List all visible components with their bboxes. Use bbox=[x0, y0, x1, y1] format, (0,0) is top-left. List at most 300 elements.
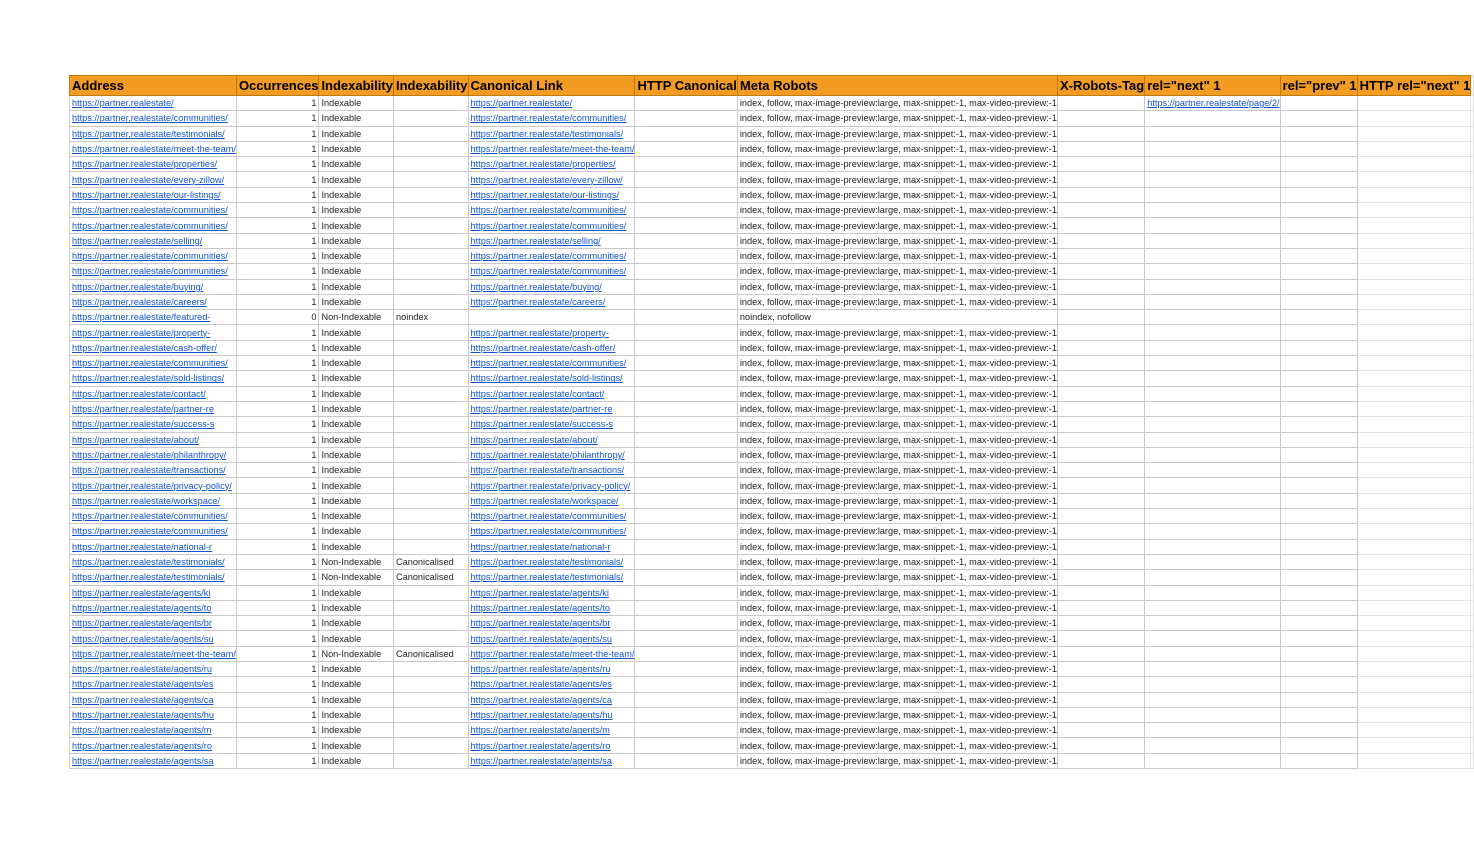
cell-occurrences[interactable]: 1 bbox=[236, 386, 319, 401]
cell-meta-robots[interactable]: index, follow, max-image-preview:large, max-snippet:-1, max-video-preview:-1 bbox=[737, 172, 1057, 187]
cell-address[interactable]: https://partner.realestate/communities/ bbox=[70, 248, 237, 263]
cell-indexability[interactable]: Indexable bbox=[319, 738, 394, 753]
empty-cell[interactable] bbox=[1471, 509, 1474, 524]
cell-occurrences[interactable]: 1 bbox=[236, 616, 319, 631]
cell-address[interactable]: https://partner.realestate/selling/ bbox=[70, 233, 237, 248]
cell-rel-prev[interactable] bbox=[1280, 646, 1357, 661]
cell-canonical-link[interactable]: https://partner.realestate/property- bbox=[468, 325, 635, 340]
cell-rel-prev[interactable] bbox=[1280, 157, 1357, 172]
empty-cell[interactable] bbox=[1471, 356, 1474, 371]
empty-cell[interactable] bbox=[1471, 524, 1474, 539]
cell-indexability[interactable]: Indexable bbox=[319, 356, 394, 371]
cell-indexability[interactable]: Indexable bbox=[319, 616, 394, 631]
cell-indexability[interactable]: Indexable bbox=[319, 233, 394, 248]
cell-x-robots-tag[interactable] bbox=[1057, 310, 1144, 325]
empty-cell[interactable] bbox=[1471, 738, 1474, 753]
cell-address[interactable]: https://partner.realestate/agents/su bbox=[70, 631, 237, 646]
cell-meta-robots[interactable]: index, follow, max-image-preview:large, max-snippet:-1, max-video-preview:-1 bbox=[737, 386, 1057, 401]
cell-address[interactable]: https://partner.realestate/sold-listings/ bbox=[70, 371, 237, 386]
cell-indexability[interactable]: Non-Indexable bbox=[319, 570, 394, 585]
cell-http-rel-next[interactable] bbox=[1357, 753, 1471, 768]
cell-canonical-link[interactable]: https://partner.realestate/our-listings/ bbox=[468, 187, 635, 202]
cell-http-rel-next[interactable] bbox=[1357, 325, 1471, 340]
cell-meta-robots[interactable]: index, follow, max-image-preview:large, max-snippet:-1, max-video-preview:-1 bbox=[737, 738, 1057, 753]
cell-meta-robots[interactable]: index, follow, max-image-preview:large, max-snippet:-1, max-video-preview:-1 bbox=[737, 692, 1057, 707]
cell-x-robots-tag[interactable] bbox=[1057, 417, 1144, 432]
cell-x-robots-tag[interactable] bbox=[1057, 356, 1144, 371]
cell-indexability-status[interactable]: noindex bbox=[393, 310, 468, 325]
cell-address[interactable]: https://partner.realestate/properties/ bbox=[70, 157, 237, 172]
cell-indexability-status[interactable] bbox=[393, 631, 468, 646]
cell-x-robots-tag[interactable] bbox=[1057, 279, 1144, 294]
cell-canonical-link[interactable]: https://partner.realestate/communities/ bbox=[468, 248, 635, 263]
cell-indexability[interactable]: Indexable bbox=[319, 248, 394, 263]
cell-x-robots-tag[interactable] bbox=[1057, 661, 1144, 676]
cell-canonical-link[interactable]: https://partner.realestate/agents/ru bbox=[468, 661, 635, 676]
header-cell-indexability[interactable]: Indexability bbox=[319, 76, 394, 96]
empty-cell[interactable] bbox=[1471, 340, 1474, 355]
cell-http-rel-next[interactable] bbox=[1357, 187, 1471, 202]
empty-cell[interactable] bbox=[1471, 187, 1474, 202]
cell-indexability-status[interactable] bbox=[393, 279, 468, 294]
cell-rel-next[interactable] bbox=[1145, 646, 1280, 661]
cell-indexability-status[interactable] bbox=[393, 478, 468, 493]
cell-address[interactable]: https://partner.realestate/property- bbox=[70, 325, 237, 340]
cell-canonical-link[interactable]: https://partner.realestate/communities/ bbox=[468, 356, 635, 371]
header-cell-http-rel-next[interactable]: HTTP rel="next" 1 bbox=[1357, 76, 1471, 96]
cell-indexability[interactable]: Indexable bbox=[319, 723, 394, 738]
empty-cell[interactable] bbox=[1471, 218, 1474, 233]
cell-rel-next[interactable] bbox=[1145, 417, 1280, 432]
cell-http-canonical[interactable] bbox=[635, 340, 737, 355]
cell-rel-prev[interactable] bbox=[1280, 187, 1357, 202]
cell-x-robots-tag[interactable] bbox=[1057, 111, 1144, 126]
cell-occurrences[interactable]: 1 bbox=[236, 478, 319, 493]
cell-canonical-link[interactable]: https://partner.realestate/contact/ bbox=[468, 386, 635, 401]
cell-canonical-link[interactable]: https://partner.realestate/selling/ bbox=[468, 233, 635, 248]
cell-rel-next[interactable] bbox=[1145, 401, 1280, 416]
cell-http-rel-next[interactable] bbox=[1357, 141, 1471, 156]
cell-indexability-status[interactable] bbox=[393, 539, 468, 554]
cell-address[interactable]: https://partner.realestate/communities/ bbox=[70, 264, 237, 279]
cell-meta-robots[interactable]: index, follow, max-image-preview:large, max-snippet:-1, max-video-preview:-1 bbox=[737, 432, 1057, 447]
cell-indexability-status[interactable] bbox=[393, 172, 468, 187]
cell-rel-next[interactable] bbox=[1145, 141, 1280, 156]
empty-cell[interactable] bbox=[1471, 447, 1474, 462]
cell-indexability[interactable]: Indexable bbox=[319, 417, 394, 432]
cell-occurrences[interactable]: 1 bbox=[236, 218, 319, 233]
cell-rel-prev[interactable] bbox=[1280, 463, 1357, 478]
cell-address[interactable]: https://partner.realestate/transactions/ bbox=[70, 463, 237, 478]
cell-address[interactable]: https://partner.realestate/testimonials/ bbox=[70, 554, 237, 569]
cell-rel-prev[interactable] bbox=[1280, 661, 1357, 676]
cell-rel-next[interactable] bbox=[1145, 616, 1280, 631]
cell-meta-robots[interactable]: index, follow, max-image-preview:large, max-snippet:-1, max-video-preview:-1 bbox=[737, 600, 1057, 615]
cell-http-rel-next[interactable] bbox=[1357, 509, 1471, 524]
cell-rel-next[interactable] bbox=[1145, 447, 1280, 462]
cell-canonical-link[interactable]: https://partner.realestate/meet-the-team/ bbox=[468, 141, 635, 156]
cell-rel-prev[interactable] bbox=[1280, 371, 1357, 386]
cell-indexability[interactable]: Indexable bbox=[319, 111, 394, 126]
cell-http-rel-next[interactable] bbox=[1357, 677, 1471, 692]
cell-canonical-link[interactable]: https://partner.realestate/careers/ bbox=[468, 294, 635, 309]
cell-canonical-link[interactable]: https://partner.realestate/communities/ bbox=[468, 264, 635, 279]
cell-canonical-link[interactable]: https://partner.realestate/agents/hu bbox=[468, 707, 635, 722]
cell-x-robots-tag[interactable] bbox=[1057, 340, 1144, 355]
cell-http-rel-next[interactable] bbox=[1357, 616, 1471, 631]
cell-occurrences[interactable]: 1 bbox=[236, 325, 319, 340]
cell-address[interactable]: https://partner.realestate/agents/br bbox=[70, 616, 237, 631]
cell-occurrences[interactable]: 1 bbox=[236, 570, 319, 585]
cell-indexability[interactable]: Indexable bbox=[319, 371, 394, 386]
cell-rel-next[interactable] bbox=[1145, 356, 1280, 371]
cell-rel-prev[interactable] bbox=[1280, 340, 1357, 355]
cell-rel-prev[interactable] bbox=[1280, 141, 1357, 156]
cell-canonical-link[interactable]: https://partner.realestate/every-zillow/ bbox=[468, 172, 635, 187]
cell-indexability[interactable]: Non-Indexable bbox=[319, 554, 394, 569]
empty-cell[interactable] bbox=[1471, 203, 1474, 218]
cell-indexability[interactable]: Indexable bbox=[319, 432, 394, 447]
cell-indexability[interactable]: Non-Indexable bbox=[319, 646, 394, 661]
cell-indexability-status[interactable] bbox=[393, 463, 468, 478]
cell-meta-robots[interactable]: index, follow, max-image-preview:large, max-snippet:-1, max-video-preview:-1 bbox=[737, 570, 1057, 585]
cell-rel-prev[interactable] bbox=[1280, 325, 1357, 340]
cell-x-robots-tag[interactable] bbox=[1057, 631, 1144, 646]
cell-http-canonical[interactable] bbox=[635, 585, 737, 600]
empty-cell[interactable] bbox=[1471, 76, 1474, 96]
cell-http-rel-next[interactable] bbox=[1357, 524, 1471, 539]
empty-cell[interactable] bbox=[1471, 631, 1474, 646]
cell-http-canonical[interactable] bbox=[635, 203, 737, 218]
cell-indexability-status[interactable]: Canonicalised bbox=[393, 646, 468, 661]
cell-rel-next[interactable] bbox=[1145, 463, 1280, 478]
cell-http-rel-next[interactable] bbox=[1357, 203, 1471, 218]
cell-occurrences[interactable]: 1 bbox=[236, 447, 319, 462]
cell-http-canonical[interactable] bbox=[635, 646, 737, 661]
cell-indexability-status[interactable] bbox=[393, 264, 468, 279]
cell-canonical-link[interactable]: https://partner.realestate/partner-re bbox=[468, 401, 635, 416]
cell-x-robots-tag[interactable] bbox=[1057, 707, 1144, 722]
cell-indexability[interactable]: Indexable bbox=[319, 539, 394, 554]
cell-rel-next[interactable] bbox=[1145, 631, 1280, 646]
cell-canonical-link[interactable]: https://partner.realestate/testimonials/ bbox=[468, 126, 635, 141]
cell-x-robots-tag[interactable] bbox=[1057, 96, 1144, 111]
header-cell-address[interactable]: Address bbox=[70, 76, 237, 96]
empty-cell[interactable] bbox=[1471, 646, 1474, 661]
cell-http-rel-next[interactable] bbox=[1357, 172, 1471, 187]
cell-occurrences[interactable]: 1 bbox=[236, 463, 319, 478]
cell-address[interactable]: https://partner.realestate/careers/ bbox=[70, 294, 237, 309]
cell-canonical-link[interactable]: https://partner.realestate/philanthropy/ bbox=[468, 447, 635, 462]
cell-rel-next[interactable] bbox=[1145, 539, 1280, 554]
cell-address[interactable]: https://partner.realestate/agents/sa bbox=[70, 753, 237, 768]
cell-rel-next[interactable] bbox=[1145, 692, 1280, 707]
cell-rel-next[interactable] bbox=[1145, 661, 1280, 676]
empty-cell[interactable] bbox=[1471, 126, 1474, 141]
cell-address[interactable]: https://partner.realestate/success-s bbox=[70, 417, 237, 432]
cell-x-robots-tag[interactable] bbox=[1057, 585, 1144, 600]
cell-address[interactable]: https://partner.realestate/meet-the-team/ bbox=[70, 646, 237, 661]
cell-canonical-link[interactable]: https://partner.realestate/communities/ bbox=[468, 509, 635, 524]
cell-http-rel-next[interactable] bbox=[1357, 157, 1471, 172]
cell-http-canonical[interactable] bbox=[635, 631, 737, 646]
cell-x-robots-tag[interactable] bbox=[1057, 248, 1144, 263]
cell-rel-next[interactable] bbox=[1145, 294, 1280, 309]
cell-rel-prev[interactable] bbox=[1280, 126, 1357, 141]
empty-cell[interactable] bbox=[1471, 279, 1474, 294]
header-cell-meta-robots[interactable]: Meta Robots bbox=[737, 76, 1057, 96]
cell-occurrences[interactable]: 1 bbox=[236, 111, 319, 126]
cell-canonical-link[interactable]: https://partner.realestate/communities/ bbox=[468, 524, 635, 539]
cell-http-rel-next[interactable] bbox=[1357, 646, 1471, 661]
cell-x-robots-tag[interactable] bbox=[1057, 172, 1144, 187]
cell-x-robots-tag[interactable] bbox=[1057, 738, 1144, 753]
cell-indexability[interactable]: Indexable bbox=[319, 677, 394, 692]
cell-meta-robots[interactable]: index, follow, max-image-preview:large, max-snippet:-1, max-video-preview:-1 bbox=[737, 264, 1057, 279]
empty-cell[interactable] bbox=[1471, 616, 1474, 631]
cell-address[interactable]: https://partner.realestate/privacy-policy/ bbox=[70, 478, 237, 493]
cell-rel-next[interactable] bbox=[1145, 478, 1280, 493]
cell-indexability[interactable]: Indexable bbox=[319, 141, 394, 156]
cell-occurrences[interactable]: 1 bbox=[236, 692, 319, 707]
cell-rel-prev[interactable] bbox=[1280, 264, 1357, 279]
cell-indexability-status[interactable] bbox=[393, 616, 468, 631]
cell-rel-prev[interactable] bbox=[1280, 203, 1357, 218]
cell-indexability-status[interactable] bbox=[393, 218, 468, 233]
cell-http-canonical[interactable] bbox=[635, 524, 737, 539]
cell-address[interactable]: https://partner.realestate/communities/ bbox=[70, 203, 237, 218]
cell-meta-robots[interactable]: index, follow, max-image-preview:large, max-snippet:-1, max-video-preview:-1 bbox=[737, 539, 1057, 554]
cell-http-canonical[interactable] bbox=[635, 294, 737, 309]
cell-indexability-status[interactable] bbox=[393, 96, 468, 111]
header-cell-x-robots-tag[interactable]: X-Robots-Tag bbox=[1057, 76, 1144, 96]
cell-indexability-status[interactable] bbox=[393, 401, 468, 416]
cell-http-canonical[interactable] bbox=[635, 279, 737, 294]
cell-indexability[interactable]: Indexable bbox=[319, 509, 394, 524]
cell-rel-prev[interactable] bbox=[1280, 401, 1357, 416]
cell-http-canonical[interactable] bbox=[635, 386, 737, 401]
cell-x-robots-tag[interactable] bbox=[1057, 524, 1144, 539]
empty-cell[interactable] bbox=[1471, 172, 1474, 187]
cell-indexability-status[interactable] bbox=[393, 600, 468, 615]
cell-indexability[interactable]: Indexable bbox=[319, 661, 394, 676]
cell-http-canonical[interactable] bbox=[635, 111, 737, 126]
cell-indexability-status[interactable] bbox=[393, 738, 468, 753]
cell-occurrences[interactable]: 1 bbox=[236, 248, 319, 263]
empty-cell[interactable] bbox=[1471, 325, 1474, 340]
cell-meta-robots[interactable]: index, follow, max-image-preview:large, max-snippet:-1, max-video-preview:-1 bbox=[737, 279, 1057, 294]
cell-occurrences[interactable]: 1 bbox=[236, 294, 319, 309]
cell-occurrences[interactable]: 1 bbox=[236, 233, 319, 248]
cell-meta-robots[interactable]: index, follow, max-image-preview:large, max-snippet:-1, max-video-preview:-1 bbox=[737, 677, 1057, 692]
cell-indexability-status[interactable] bbox=[393, 356, 468, 371]
cell-http-rel-next[interactable] bbox=[1357, 570, 1471, 585]
cell-meta-robots[interactable]: index, follow, max-image-preview:large, max-snippet:-1, max-video-preview:-1 bbox=[737, 356, 1057, 371]
cell-http-rel-next[interactable] bbox=[1357, 723, 1471, 738]
cell-meta-robots[interactable]: index, follow, max-image-preview:large, max-snippet:-1, max-video-preview:-1 bbox=[737, 524, 1057, 539]
empty-cell[interactable] bbox=[1471, 463, 1474, 478]
cell-indexability[interactable]: Indexable bbox=[319, 279, 394, 294]
cell-rel-prev[interactable] bbox=[1280, 111, 1357, 126]
empty-cell[interactable] bbox=[1471, 294, 1474, 309]
cell-meta-robots[interactable]: index, follow, max-image-preview:large, max-snippet:-1, max-video-preview:-1 bbox=[737, 753, 1057, 768]
cell-rel-prev[interactable] bbox=[1280, 677, 1357, 692]
cell-x-robots-tag[interactable] bbox=[1057, 692, 1144, 707]
cell-meta-robots[interactable]: index, follow, max-image-preview:large, max-snippet:-1, max-video-preview:-1 bbox=[737, 646, 1057, 661]
cell-address[interactable]: https://partner.realestate/agents/es bbox=[70, 677, 237, 692]
cell-x-robots-tag[interactable] bbox=[1057, 753, 1144, 768]
cell-x-robots-tag[interactable] bbox=[1057, 264, 1144, 279]
cell-http-canonical[interactable] bbox=[635, 233, 737, 248]
cell-rel-next[interactable] bbox=[1145, 310, 1280, 325]
cell-x-robots-tag[interactable] bbox=[1057, 401, 1144, 416]
cell-canonical-link[interactable]: https://partner.realestate/agents/ki bbox=[468, 585, 635, 600]
cell-http-canonical[interactable] bbox=[635, 539, 737, 554]
cell-indexability[interactable]: Indexable bbox=[319, 294, 394, 309]
empty-cell[interactable] bbox=[1471, 554, 1474, 569]
cell-occurrences[interactable]: 1 bbox=[236, 141, 319, 156]
cell-rel-prev[interactable] bbox=[1280, 233, 1357, 248]
cell-address[interactable]: https://partner.realestate/workspace/ bbox=[70, 493, 237, 508]
cell-x-robots-tag[interactable] bbox=[1057, 432, 1144, 447]
cell-indexability-status[interactable] bbox=[393, 417, 468, 432]
cell-canonical-link[interactable]: https://partner.realestate/about/ bbox=[468, 432, 635, 447]
cell-occurrences[interactable]: 1 bbox=[236, 187, 319, 202]
cell-rel-next[interactable] bbox=[1145, 172, 1280, 187]
cell-meta-robots[interactable]: index, follow, max-image-preview:large, max-snippet:-1, max-video-preview:-1 bbox=[737, 417, 1057, 432]
cell-meta-robots[interactable]: index, follow, max-image-preview:large, max-snippet:-1, max-video-preview:-1 bbox=[737, 111, 1057, 126]
cell-http-canonical[interactable] bbox=[635, 723, 737, 738]
cell-http-rel-next[interactable] bbox=[1357, 738, 1471, 753]
cell-occurrences[interactable]: 1 bbox=[236, 539, 319, 554]
cell-address[interactable]: https://partner.realestate/testimonials/ bbox=[70, 570, 237, 585]
cell-address[interactable]: https://partner.realestate/communities/ bbox=[70, 524, 237, 539]
cell-indexability-status[interactable] bbox=[393, 386, 468, 401]
cell-indexability-status[interactable] bbox=[393, 524, 468, 539]
cell-address[interactable]: https://partner.realestate/communities/ bbox=[70, 356, 237, 371]
cell-rel-next[interactable] bbox=[1145, 371, 1280, 386]
cell-occurrences[interactable]: 1 bbox=[236, 585, 319, 600]
cell-rel-next[interactable] bbox=[1145, 233, 1280, 248]
cell-http-rel-next[interactable] bbox=[1357, 631, 1471, 646]
cell-rel-prev[interactable] bbox=[1280, 692, 1357, 707]
cell-indexability[interactable]: Indexable bbox=[319, 524, 394, 539]
cell-rel-next[interactable] bbox=[1145, 600, 1280, 615]
cell-occurrences[interactable]: 1 bbox=[236, 600, 319, 615]
cell-x-robots-tag[interactable] bbox=[1057, 463, 1144, 478]
cell-meta-robots[interactable]: index, follow, max-image-preview:large, max-snippet:-1, max-video-preview:-1 bbox=[737, 157, 1057, 172]
cell-meta-robots[interactable]: index, follow, max-image-preview:large, max-snippet:-1, max-video-preview:-1 bbox=[737, 203, 1057, 218]
cell-occurrences[interactable]: 1 bbox=[236, 401, 319, 416]
cell-rel-prev[interactable] bbox=[1280, 279, 1357, 294]
cell-indexability[interactable]: Indexable bbox=[319, 692, 394, 707]
cell-indexability[interactable]: Indexable bbox=[319, 187, 394, 202]
cell-rel-next[interactable] bbox=[1145, 340, 1280, 355]
cell-http-canonical[interactable] bbox=[635, 493, 737, 508]
cell-meta-robots[interactable]: index, follow, max-image-preview:large, max-snippet:-1, max-video-preview:-1 bbox=[737, 294, 1057, 309]
cell-http-canonical[interactable] bbox=[635, 616, 737, 631]
cell-x-robots-tag[interactable] bbox=[1057, 600, 1144, 615]
cell-x-robots-tag[interactable] bbox=[1057, 203, 1144, 218]
cell-http-canonical[interactable] bbox=[635, 570, 737, 585]
cell-rel-next[interactable] bbox=[1145, 264, 1280, 279]
cell-rel-prev[interactable] bbox=[1280, 218, 1357, 233]
cell-indexability-status[interactable] bbox=[393, 447, 468, 462]
cell-http-canonical[interactable] bbox=[635, 554, 737, 569]
cell-http-canonical[interactable] bbox=[635, 401, 737, 416]
cell-occurrences[interactable]: 1 bbox=[236, 661, 319, 676]
cell-indexability[interactable]: Indexable bbox=[319, 264, 394, 279]
cell-indexability-status[interactable] bbox=[393, 723, 468, 738]
cell-occurrences[interactable]: 1 bbox=[236, 172, 319, 187]
cell-x-robots-tag[interactable] bbox=[1057, 233, 1144, 248]
cell-rel-prev[interactable] bbox=[1280, 707, 1357, 722]
cell-http-rel-next[interactable] bbox=[1357, 294, 1471, 309]
cell-http-canonical[interactable] bbox=[635, 371, 737, 386]
cell-http-canonical[interactable] bbox=[635, 264, 737, 279]
cell-meta-robots[interactable]: index, follow, max-image-preview:large, max-snippet:-1, max-video-preview:-1 bbox=[737, 707, 1057, 722]
cell-indexability[interactable]: Indexable bbox=[319, 325, 394, 340]
cell-indexability[interactable]: Indexable bbox=[319, 707, 394, 722]
cell-http-rel-next[interactable] bbox=[1357, 539, 1471, 554]
cell-address[interactable]: https://partner.realestate/agents/ki bbox=[70, 585, 237, 600]
cell-meta-robots[interactable]: index, follow, max-image-preview:large, max-snippet:-1, max-video-preview:-1 bbox=[737, 616, 1057, 631]
empty-cell[interactable] bbox=[1471, 570, 1474, 585]
cell-http-canonical[interactable] bbox=[635, 753, 737, 768]
cell-x-robots-tag[interactable] bbox=[1057, 723, 1144, 738]
cell-canonical-link[interactable]: https://partner.realestate/buying/ bbox=[468, 279, 635, 294]
empty-cell[interactable] bbox=[1471, 677, 1474, 692]
cell-http-rel-next[interactable] bbox=[1357, 692, 1471, 707]
cell-meta-robots[interactable]: index, follow, max-image-preview:large, max-snippet:-1, max-video-preview:-1 bbox=[737, 371, 1057, 386]
cell-meta-robots[interactable]: index, follow, max-image-preview:large, max-snippet:-1, max-video-preview:-1 bbox=[737, 509, 1057, 524]
cell-canonical-link[interactable]: https://partner.realestate/testimonials/ bbox=[468, 554, 635, 569]
cell-indexability[interactable]: Indexable bbox=[319, 401, 394, 416]
cell-rel-prev[interactable] bbox=[1280, 294, 1357, 309]
cell-http-canonical[interactable] bbox=[635, 463, 737, 478]
cell-rel-prev[interactable] bbox=[1280, 386, 1357, 401]
cell-address[interactable]: https://partner.realestate/about/ bbox=[70, 432, 237, 447]
cell-http-rel-next[interactable] bbox=[1357, 554, 1471, 569]
cell-http-canonical[interactable] bbox=[635, 96, 737, 111]
cell-http-rel-next[interactable] bbox=[1357, 371, 1471, 386]
cell-occurrences[interactable]: 1 bbox=[236, 738, 319, 753]
cell-meta-robots[interactable]: index, follow, max-image-preview:large, max-snippet:-1, max-video-preview:-1 bbox=[737, 585, 1057, 600]
cell-rel-next[interactable] bbox=[1145, 554, 1280, 569]
cell-rel-next[interactable] bbox=[1145, 126, 1280, 141]
cell-http-canonical[interactable] bbox=[635, 417, 737, 432]
cell-address[interactable]: https://partner.realestate/partner-re bbox=[70, 401, 237, 416]
cell-address[interactable]: https://partner.realestate/philanthropy/ bbox=[70, 447, 237, 462]
cell-rel-next[interactable] bbox=[1145, 248, 1280, 263]
cell-rel-next[interactable] bbox=[1145, 218, 1280, 233]
cell-canonical-link[interactable]: https://partner.realestate/agents/to bbox=[468, 600, 635, 615]
cell-meta-robots[interactable]: index, follow, max-image-preview:large, max-snippet:-1, max-video-preview:-1 bbox=[737, 463, 1057, 478]
cell-http-canonical[interactable] bbox=[635, 310, 737, 325]
cell-x-robots-tag[interactable] bbox=[1057, 157, 1144, 172]
cell-http-canonical[interactable] bbox=[635, 600, 737, 615]
cell-occurrences[interactable]: 1 bbox=[236, 126, 319, 141]
cell-indexability[interactable]: Indexable bbox=[319, 447, 394, 462]
cell-meta-robots[interactable]: index, follow, max-image-preview:large, max-snippet:-1, max-video-preview:-1 bbox=[737, 447, 1057, 462]
cell-address[interactable]: https://partner.realestate/agents/hu bbox=[70, 707, 237, 722]
cell-occurrences[interactable]: 1 bbox=[236, 203, 319, 218]
cell-address[interactable]: https://partner.realestate/meet-the-team/ bbox=[70, 141, 237, 156]
cell-occurrences[interactable]: 1 bbox=[236, 96, 319, 111]
cell-rel-next[interactable] bbox=[1145, 753, 1280, 768]
header-cell-occurrences[interactable]: Occurrences bbox=[236, 76, 319, 96]
cell-indexability-status[interactable] bbox=[393, 187, 468, 202]
